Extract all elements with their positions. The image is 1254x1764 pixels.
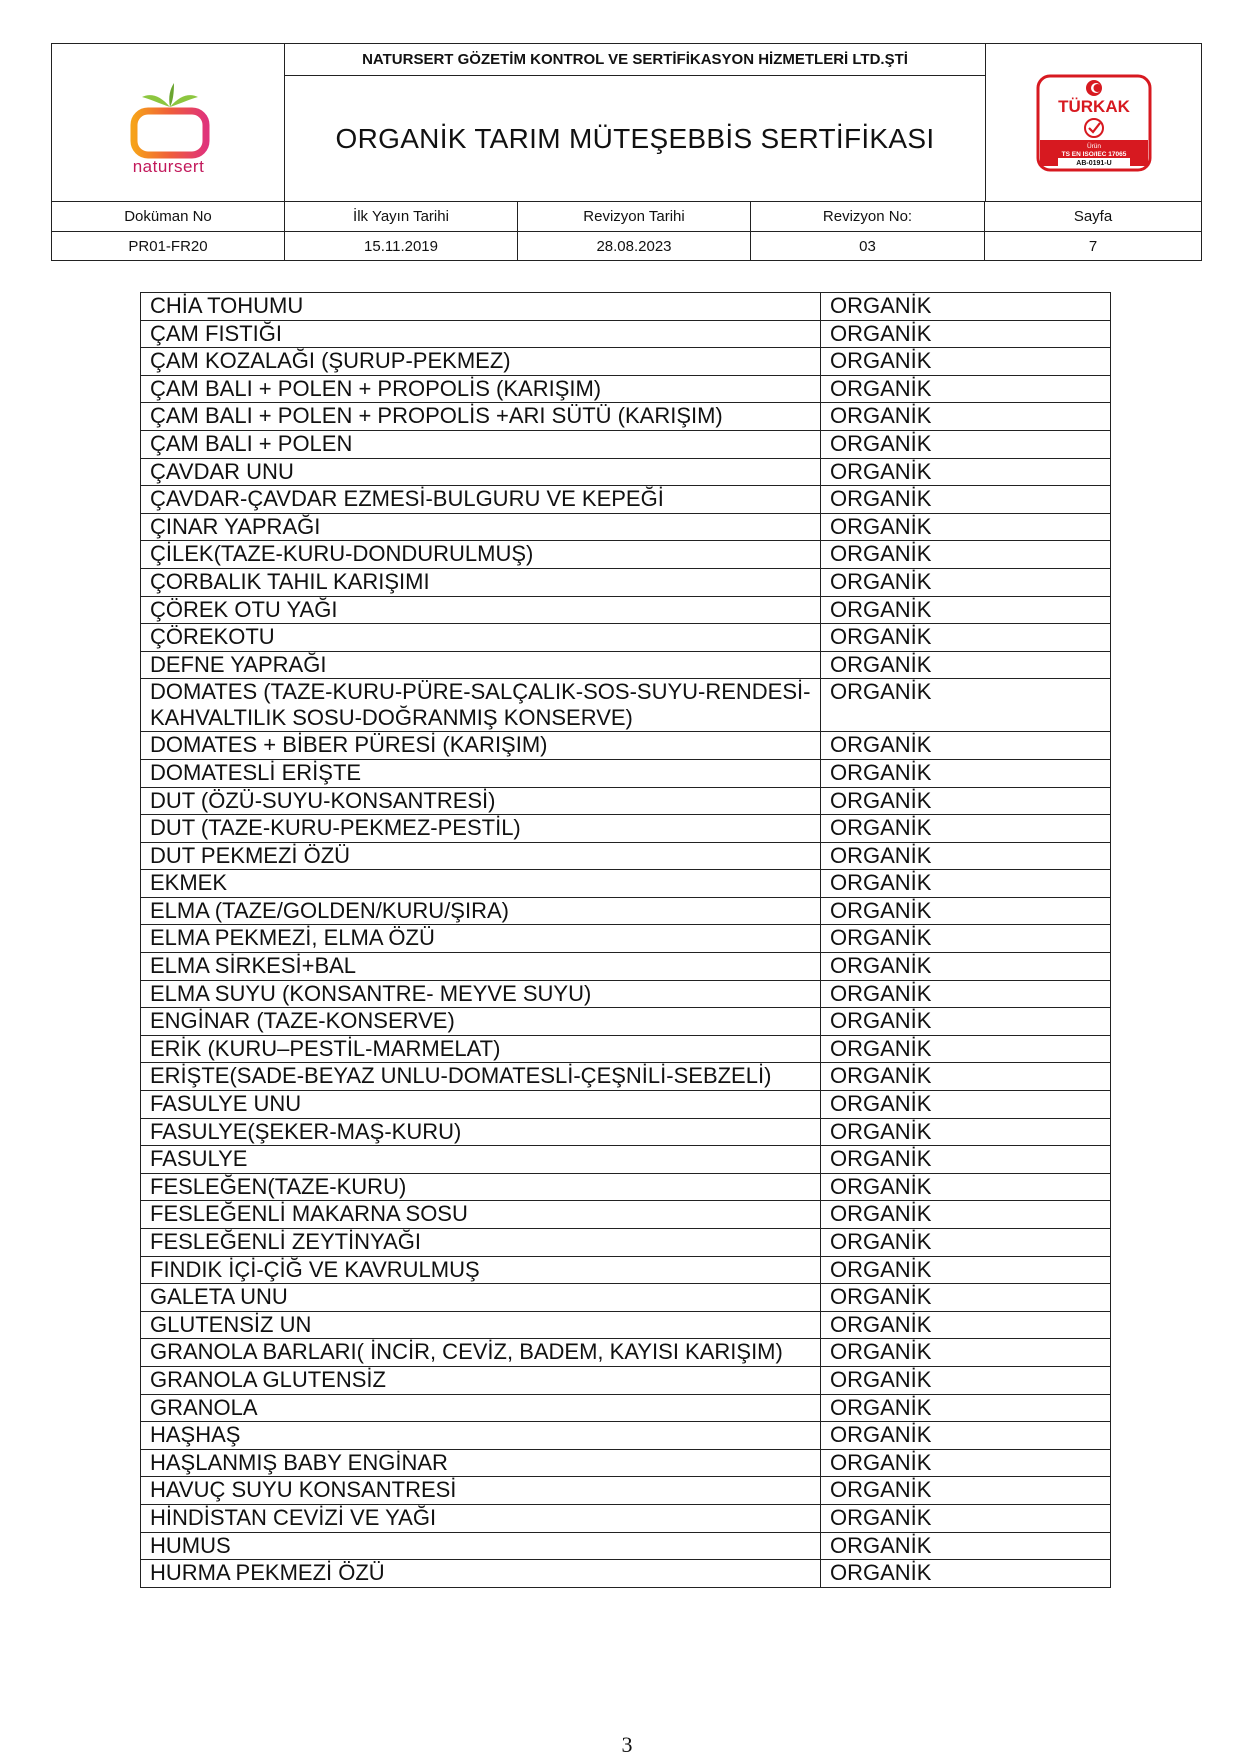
certification-status: ORGANİK bbox=[821, 568, 1111, 596]
certification-status: ORGANİK bbox=[821, 1366, 1111, 1394]
certification-status: ORGANİK bbox=[821, 486, 1111, 514]
turkak-accreditation-icon bbox=[1036, 74, 1152, 172]
table-row bbox=[141, 458, 1111, 486]
table-row bbox=[141, 624, 1111, 652]
table-row bbox=[141, 375, 1111, 403]
product-name: HAŞHAŞ bbox=[141, 1422, 821, 1450]
product-name: ÇAVDAR UNU bbox=[141, 458, 821, 486]
certification-status: ORGANİK bbox=[821, 1449, 1111, 1477]
table-row bbox=[141, 1173, 1111, 1201]
certification-status: ORGANİK bbox=[821, 732, 1111, 760]
product-name: DOMATESLİ ERİŞTE bbox=[141, 759, 821, 787]
table-row bbox=[141, 953, 1111, 981]
info-label: Doküman No bbox=[52, 202, 284, 232]
product-name: ÇAVDAR-ÇAVDAR EZMESİ-BULGURU VE KEPEĞİ bbox=[141, 486, 821, 514]
table-row bbox=[141, 787, 1111, 815]
product-name: DEFNE YAPRAĞI bbox=[141, 651, 821, 679]
table-row bbox=[141, 1339, 1111, 1367]
table-row bbox=[141, 1560, 1111, 1588]
badge-line1: Ürün bbox=[1086, 143, 1102, 150]
product-name: HUMUS bbox=[141, 1532, 821, 1560]
product-name: ELMA SUYU (KONSANTRE- MEYVE SUYU) bbox=[141, 980, 821, 1008]
product-name: ÇAM KOZALAĞI (ŞURUP-PEKMEZ) bbox=[141, 348, 821, 376]
product-name: GALETA UNU bbox=[141, 1284, 821, 1312]
table-row bbox=[141, 1118, 1111, 1146]
table-row bbox=[141, 925, 1111, 953]
certification-status: ORGANİK bbox=[821, 1422, 1111, 1450]
certification-status: ORGANİK bbox=[821, 842, 1111, 870]
table-row bbox=[141, 1201, 1111, 1229]
certification-status: ORGANİK bbox=[821, 375, 1111, 403]
certification-status: ORGANİK bbox=[821, 348, 1111, 376]
product-name: ÇÖREKOTU bbox=[141, 624, 821, 652]
certification-status: ORGANİK bbox=[821, 1201, 1111, 1229]
product-name: ELMA SİRKESİ+BAL bbox=[141, 953, 821, 981]
product-name: HURMA PEKMEZİ ÖZÜ bbox=[141, 1560, 821, 1588]
certification-status: ORGANİK bbox=[821, 1118, 1111, 1146]
info-value: 15.11.2019 bbox=[364, 238, 438, 255]
product-name: FASULYE bbox=[141, 1146, 821, 1174]
certification-status: ORGANİK bbox=[821, 541, 1111, 569]
table-row bbox=[141, 1008, 1111, 1036]
product-name: DUT (TAZE-KURU-PEKMEZ-PESTİL) bbox=[141, 815, 821, 843]
table-row bbox=[141, 732, 1111, 760]
table-row bbox=[141, 403, 1111, 431]
product-name: FASULYE UNU bbox=[141, 1091, 821, 1119]
table-row bbox=[141, 1532, 1111, 1560]
accreditation-cell bbox=[985, 44, 1201, 201]
certification-status: ORGANİK bbox=[821, 815, 1111, 843]
document-info-row bbox=[52, 201, 1201, 261]
table-row bbox=[141, 1035, 1111, 1063]
certification-status: ORGANİK bbox=[821, 596, 1111, 624]
product-name: DOMATES (TAZE-KURU-PÜRE-SALÇALIK-SOS-SUYU-RENDESİ-KAHVALTILIK SOSU-DOĞRANMIŞ KONSERVE) bbox=[141, 679, 821, 732]
info-value: 28.08.2023 bbox=[596, 238, 672, 255]
product-name: DUT PEKMEZİ ÖZÜ bbox=[141, 842, 821, 870]
info-value: 7 bbox=[1088, 238, 1098, 255]
certification-status: ORGANİK bbox=[821, 1008, 1111, 1036]
product-name: ÇAM BALI + POLEN + PROPOLİS +ARI SÜTÜ (KARIŞIM) bbox=[141, 403, 821, 431]
info-first-publish-date bbox=[285, 202, 518, 261]
table-row bbox=[141, 1449, 1111, 1477]
product-name: GRANOLA GLUTENSİZ bbox=[141, 1366, 821, 1394]
table-row bbox=[141, 759, 1111, 787]
table-row bbox=[141, 1146, 1111, 1174]
table-row bbox=[141, 980, 1111, 1008]
certification-status: ORGANİK bbox=[821, 953, 1111, 981]
table-row bbox=[141, 348, 1111, 376]
certification-status: ORGANİK bbox=[821, 1477, 1111, 1505]
certification-status: ORGANİK bbox=[821, 458, 1111, 486]
table-row bbox=[141, 651, 1111, 679]
certification-status: ORGANİK bbox=[821, 1311, 1111, 1339]
certification-status: ORGANİK bbox=[821, 925, 1111, 953]
product-name: ERİK (KURU–PESTİL-MARMELAT) bbox=[141, 1035, 821, 1063]
logo-cell bbox=[52, 44, 285, 201]
product-table bbox=[140, 292, 1111, 1588]
table-row bbox=[141, 293, 1111, 321]
info-revision-date bbox=[518, 202, 751, 261]
product-name: CHİA TOHUMU bbox=[141, 293, 821, 321]
product-table-body bbox=[141, 293, 1111, 1588]
table-row bbox=[141, 679, 1111, 732]
info-value: PR01-FR20 bbox=[128, 238, 208, 255]
info-page bbox=[985, 202, 1201, 261]
certification-status: ORGANİK bbox=[821, 759, 1111, 787]
certification-status: ORGANİK bbox=[821, 1560, 1111, 1588]
product-name: FINDIK İÇİ-ÇİĞ VE KAVRULMUŞ bbox=[141, 1256, 821, 1284]
table-row bbox=[141, 513, 1111, 541]
table-row bbox=[141, 596, 1111, 624]
badge-line3: AB-0191-U bbox=[1076, 160, 1112, 167]
product-name: FESLEĞENLİ MAKARNA SOSU bbox=[141, 1201, 821, 1229]
certification-status: ORGANİK bbox=[821, 1035, 1111, 1063]
table-row bbox=[141, 870, 1111, 898]
header-center bbox=[285, 44, 985, 201]
product-name: DUT (ÖZÜ-SUYU-KONSANTRESİ) bbox=[141, 787, 821, 815]
product-name: ÇİLEK(TAZE-KURU-DONDURULMUŞ) bbox=[141, 541, 821, 569]
certification-status: ORGANİK bbox=[821, 1229, 1111, 1257]
product-name: GRANOLA bbox=[141, 1394, 821, 1422]
product-name: FASULYE(ŞEKER-MAŞ-KURU) bbox=[141, 1118, 821, 1146]
product-name: ÇÖREK OTU YAĞI bbox=[141, 596, 821, 624]
certification-status: ORGANİK bbox=[821, 787, 1111, 815]
info-doc-no bbox=[52, 202, 285, 261]
table-row bbox=[141, 1422, 1111, 1450]
table-row bbox=[141, 1256, 1111, 1284]
product-name: HAŞLANMIŞ BABY ENGİNAR bbox=[141, 1449, 821, 1477]
badge-brand: TÜRKAK bbox=[1058, 97, 1130, 116]
product-name: GLUTENSİZ UN bbox=[141, 1311, 821, 1339]
table-row bbox=[141, 897, 1111, 925]
table-row bbox=[141, 430, 1111, 458]
certification-status: ORGANİK bbox=[821, 1256, 1111, 1284]
product-name: GRANOLA BARLARI( İNCİR, CEVİZ, BADEM, KAYISI KARIŞIM) bbox=[141, 1339, 821, 1367]
product-name: ELMA PEKMEZİ, ELMA ÖZÜ bbox=[141, 925, 821, 953]
badge-line2: TS EN ISO/IEC 17065 bbox=[1061, 151, 1127, 158]
table-row bbox=[141, 1063, 1111, 1091]
certification-status: ORGANİK bbox=[821, 293, 1111, 321]
certification-status: ORGANİK bbox=[821, 1504, 1111, 1532]
product-name: ÇAM FISTIĞI bbox=[141, 320, 821, 348]
certification-status: ORGANİK bbox=[821, 513, 1111, 541]
info-revision-no bbox=[751, 202, 985, 261]
table-row bbox=[141, 1091, 1111, 1119]
table-row bbox=[141, 1284, 1111, 1312]
certification-status: ORGANİK bbox=[821, 403, 1111, 431]
certification-status: ORGANİK bbox=[821, 980, 1111, 1008]
certification-status: ORGANİK bbox=[821, 1339, 1111, 1367]
product-name: ÇAM BALI + POLEN bbox=[141, 430, 821, 458]
certification-status: ORGANİK bbox=[821, 1284, 1111, 1312]
table-row bbox=[141, 1477, 1111, 1505]
table-row bbox=[141, 320, 1111, 348]
table-row bbox=[141, 486, 1111, 514]
natursert-logo-icon bbox=[90, 79, 250, 159]
product-name: ÇINAR YAPRAĞI bbox=[141, 513, 821, 541]
product-name: ENGİNAR (TAZE-KONSERVE) bbox=[141, 1008, 821, 1036]
certification-status: ORGANİK bbox=[821, 651, 1111, 679]
info-value: 03 bbox=[859, 238, 876, 255]
table-row bbox=[141, 1366, 1111, 1394]
product-name: ERİŞTE(SADE-BEYAZ UNLU-DOMATESLİ-ÇEŞNİLİ-SEBZELİ) bbox=[141, 1063, 821, 1091]
table-row bbox=[141, 568, 1111, 596]
document-header bbox=[51, 43, 1202, 261]
product-name: DOMATES + BİBER PÜRESİ (KARIŞIM) bbox=[141, 732, 821, 760]
info-label: Sayfa bbox=[985, 202, 1201, 232]
certification-status: ORGANİK bbox=[821, 897, 1111, 925]
certification-status: ORGANİK bbox=[821, 1394, 1111, 1422]
certification-status: ORGANİK bbox=[821, 1173, 1111, 1201]
product-name: FESLEĞEN(TAZE-KURU) bbox=[141, 1173, 821, 1201]
document-title: ORGANİK TARIM MÜTEŞEBBİS SERTİFİKASI bbox=[335, 123, 935, 154]
table-row bbox=[141, 1504, 1111, 1532]
certification-status: ORGANİK bbox=[821, 870, 1111, 898]
certification-status: ORGANİK bbox=[821, 624, 1111, 652]
certification-status: ORGANİK bbox=[821, 430, 1111, 458]
product-name: ÇORBALIK TAHIL KARIŞIMI bbox=[141, 568, 821, 596]
table-row bbox=[141, 1311, 1111, 1339]
certification-status: ORGANİK bbox=[821, 1532, 1111, 1560]
table-row bbox=[141, 815, 1111, 843]
product-name: EKMEK bbox=[141, 870, 821, 898]
table-row bbox=[141, 1229, 1111, 1257]
info-label: Revizyon Tarihi bbox=[518, 202, 750, 232]
product-name: ELMA (TAZE/GOLDEN/KURU/ŞIRA) bbox=[141, 897, 821, 925]
certification-status: ORGANİK bbox=[821, 1063, 1111, 1091]
certification-status: ORGANİK bbox=[821, 320, 1111, 348]
certification-status: ORGANİK bbox=[821, 1091, 1111, 1119]
product-name: ÇAM BALI + POLEN + PROPOLİS (KARIŞIM) bbox=[141, 375, 821, 403]
product-name: HAVUÇ SUYU KONSANTRESİ bbox=[141, 1477, 821, 1505]
table-row bbox=[141, 1394, 1111, 1422]
info-label: Revizyon No: bbox=[751, 202, 984, 232]
table-row bbox=[141, 541, 1111, 569]
certification-status: ORGANİK bbox=[821, 679, 1111, 732]
table-row bbox=[141, 842, 1111, 870]
certification-status: ORGANİK bbox=[821, 1146, 1111, 1174]
product-name: HİNDİSTAN CEVİZİ VE YAĞI bbox=[141, 1504, 821, 1532]
logo-wordmark: natursert bbox=[132, 157, 205, 176]
info-label: İlk Yayın Tarihi bbox=[285, 202, 517, 232]
page-number: 3 bbox=[621, 1732, 633, 1757]
product-name: FESLEĞENLİ ZEYTİNYAĞI bbox=[141, 1229, 821, 1257]
company-name: NATURSERT GÖZETİM KONTROL VE SERTİFİKASYON HİZMETLERİ LTD.ŞTİ bbox=[285, 44, 985, 76]
